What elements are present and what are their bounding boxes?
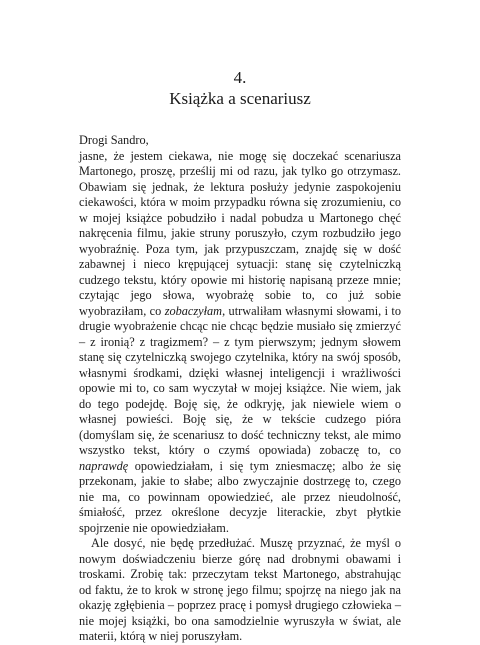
paragraph-1-text-a: jasne, że jestem ciekawa, nie mogę się doczekać scenariusza Martonego, proszę, prześlij mi od razu, jak tylko go otrzymasz. Obawiam się jednak, że lektura posłuży jedynie zaspokojeniu ciekawości, która w moim przypadku równa się zrozumieniu, co w mojej książce pobudziło i nadal pobudza u Martonego chęć nakręcenia filmu, jakie struny poruszyło, czym rozbudziło jego wyobraźnię. Poza tym, jak przypuszczam, znajdę się w dość zabawnej i nieco krępującej sytuacji: stanę się czytelniczką cudzego tekstu, który opowie mi historię napisaną przeze mnie; czytając jego słowa, wyobrażę sobie to, co już sobie wyobraziłam, co: [79, 148, 401, 318]
emphasis-naprawde: naprawdę: [79, 458, 129, 473]
letter-greeting: Drogi Sandro,: [79, 133, 149, 147]
paragraph-1-text-c: opowiedziałam, i się tym zniesmaczę; albo że się przekonam, jakie to słabe; albo zwyczajnie dostrzegę to, czego nie ma, co powinnam opowiedzieć, ale przez nieudolność, śmiałość, przez określone decyzje literackie, zbyt płytkie spojrzenie nie opowiedziałam.: [79, 458, 401, 535]
letter-paragraph-1: [79, 149, 401, 537]
letter-body: [79, 133, 401, 645]
paragraph-1-text-b: , utrwaliłam własnymi słowami, i to drugie wyobrażenie chcąc nie chcąc będzie musiało się zmierzyć – z ironią? z tragizmem? – z tym pierwszym; jednym słowem stanę się czytelniczką swojego czytelnika, który na swój sposób, własnymi środkami, dzięki własnej inteligencji i wrażliwości opowie mi to, co sam wyczytał w mojej książce. Nie wiem, jak do tego podejdę. Boję się, że odkryję, jak niewiele wiem o własnej powieści. Boję się, że w tekście cudzego pióra (domyślam się, że scenariusz to dość techniczny tekst, ale mimo wszystko tekst, który o czymś opowiada) zobaczę to, co: [79, 303, 401, 457]
letter-paragraph-2: Ale dosyć, nie będę przedłużać. Muszę przyznać, że myśl o nowym doświadczeniu bierze górę nad drobnymi obawami i troskami. Zrobię tak: przeczytam tekst Martonego, abstrahując od faktu, że to krok w stronę jego filmu; spojrzę na niego jak na okazję zgłębienia – poprzez pracę i pomysł drugiego człowieka – nie mojej książki, bo ona samodzielnie wyruszyła w świat, ale materii, którą w niej poruszyłam.: [79, 536, 401, 643]
emphasis-zobaczylam: zobaczyłam: [164, 303, 223, 318]
chapter-title: Książka a scenariusz: [169, 89, 311, 108]
chapter-number: 4.: [233, 68, 247, 87]
